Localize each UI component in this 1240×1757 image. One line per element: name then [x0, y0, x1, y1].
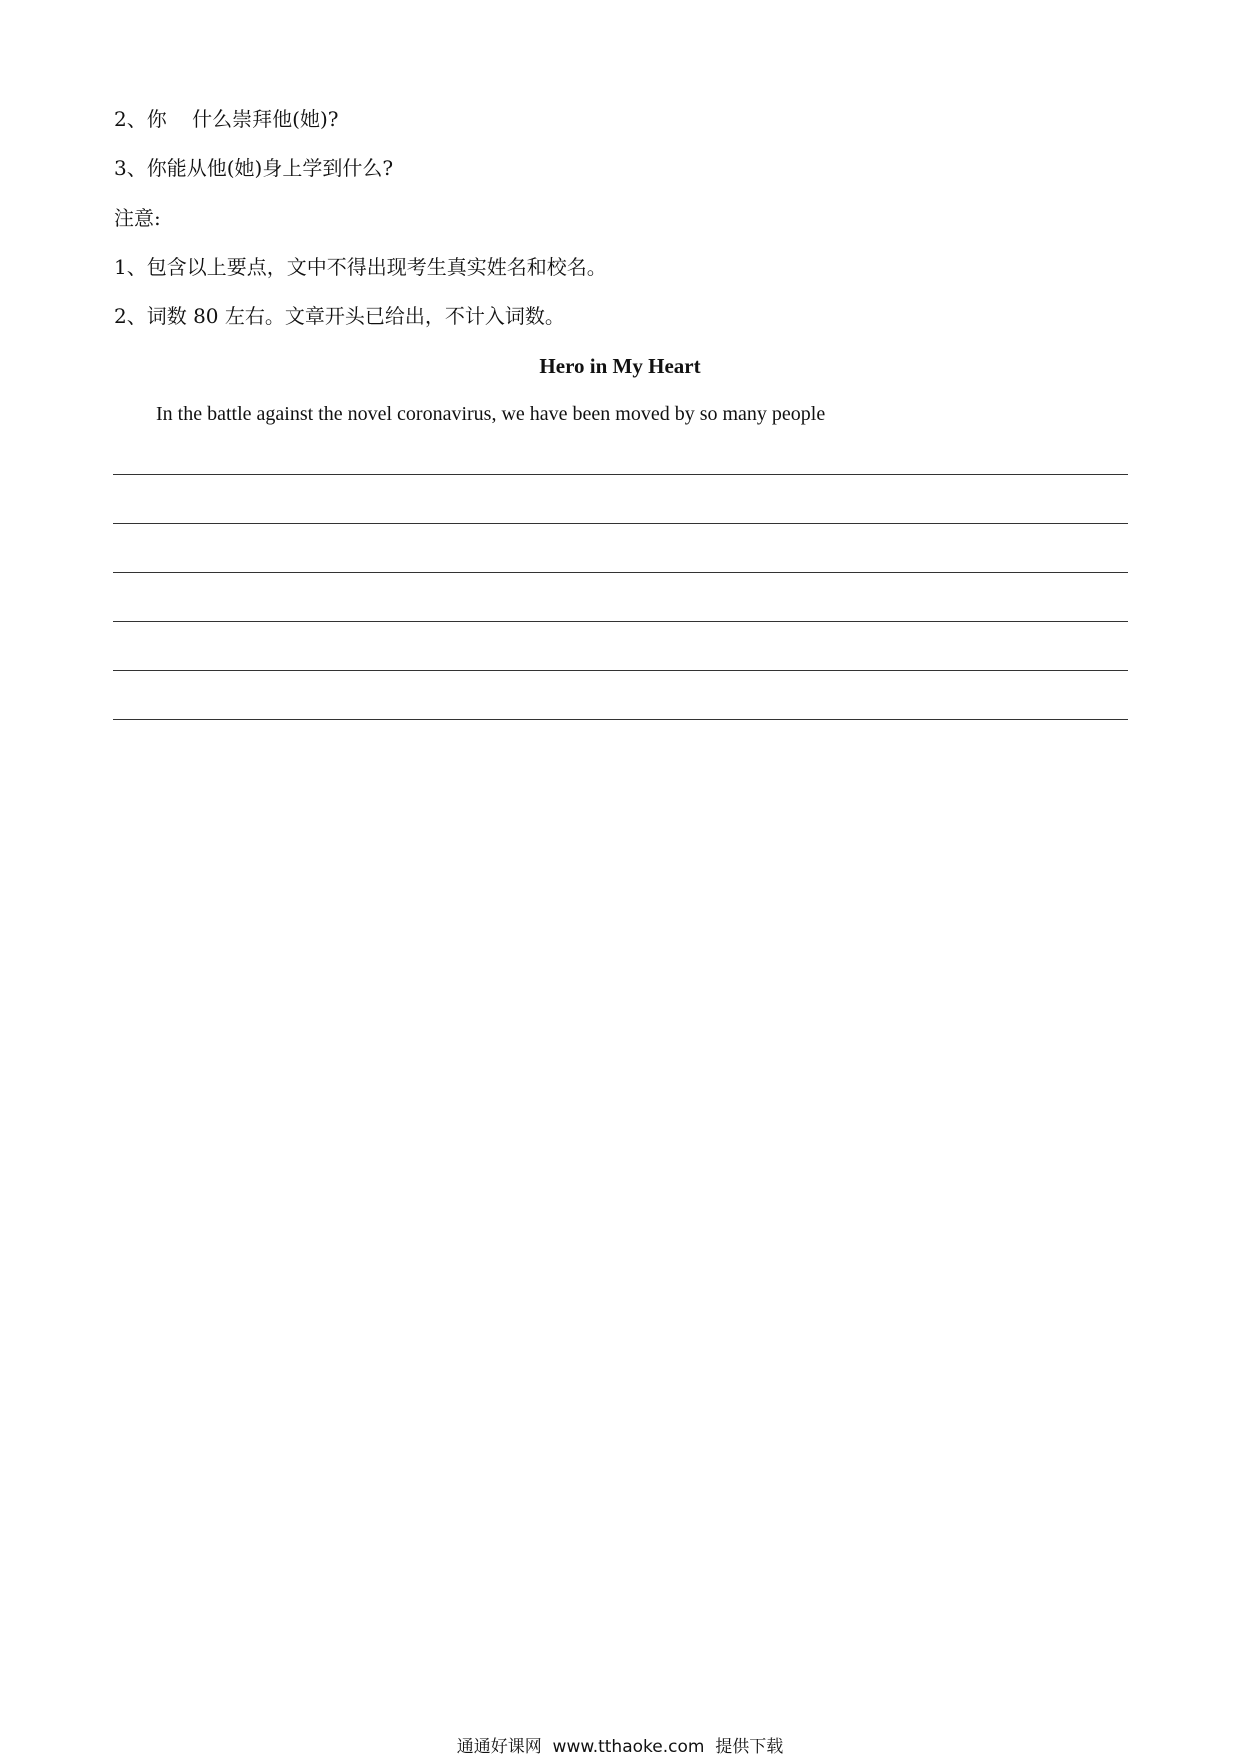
note-item-2: 2、词数 80 左右。文章开头已给出，不计入词数。 [114, 304, 565, 328]
answer-line[interactable] [113, 670, 1128, 671]
answer-line[interactable] [113, 523, 1128, 524]
note-item-1: 1、包含以上要点，文中不得出现考生真实姓名和校名。 [114, 255, 607, 279]
answer-line[interactable] [113, 621, 1128, 622]
answer-line[interactable] [113, 719, 1128, 720]
answer-line[interactable] [113, 474, 1128, 475]
notes-heading: 注意: [114, 206, 161, 230]
essay-opening-sentence: In the battle against the novel coronavirus, we have been moved by so many people [156, 403, 826, 425]
answer-line[interactable] [113, 572, 1128, 573]
essay-title: Hero in My Heart [539, 354, 701, 378]
question-2: 2、你 什么崇拜他(她)? [114, 107, 339, 131]
footer-source-note: 通通好课网 www.tthaoke.com 提供下载 [456, 1737, 784, 1757]
question-3: 3、你能从他(她)身上学到什么? [114, 156, 394, 180]
